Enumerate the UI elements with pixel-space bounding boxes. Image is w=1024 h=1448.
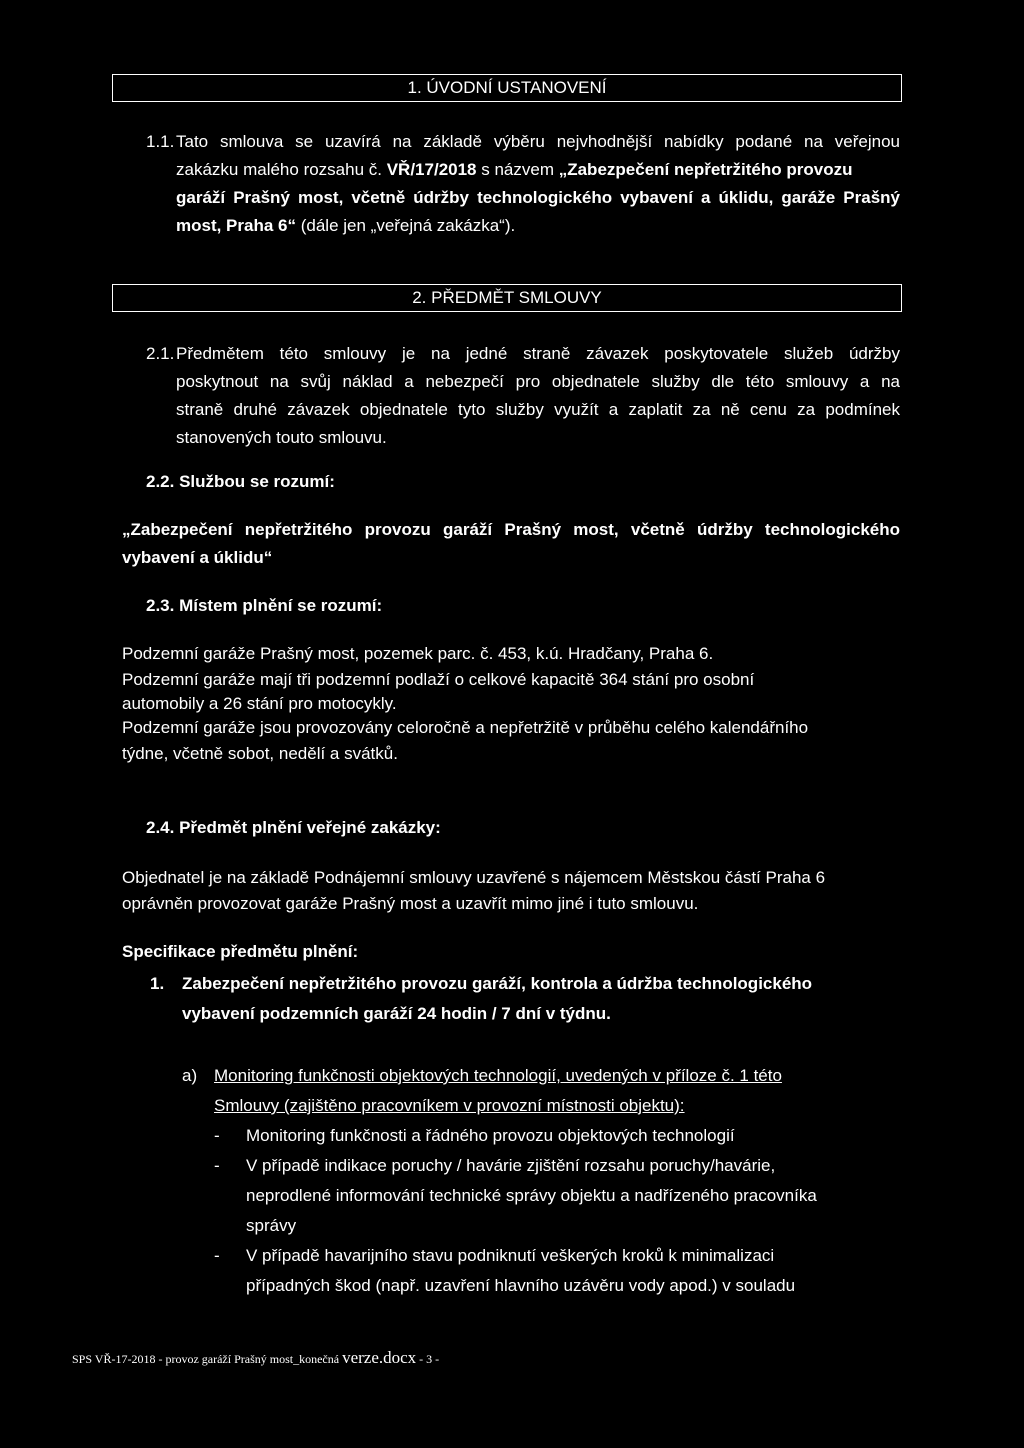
clause-1-1-line-4 (176, 214, 515, 238)
clause-2-2-heading: 2.2. Službou se rozumí: (146, 472, 335, 491)
tender-name-part-3: most, Praha 6“ (176, 216, 296, 235)
bullet-2-dash: - (214, 1156, 220, 1175)
item-1-number: 1. (150, 974, 165, 993)
clause-1-1-line-3: garáží Prašný most, včetně údržby technologického vybavení a úklidu, garáže Prašný (176, 188, 900, 207)
bullet-2-line-1: V případě indikace poruchy / havárie zjištění rozsahu poruchy/havárie, (246, 1156, 776, 1175)
specification-heading: Specifikace předmětu plnění: (122, 942, 359, 961)
footer-filename-ext: verze.docx (342, 1348, 417, 1367)
clause-1-1-line-2 (176, 158, 852, 182)
section-1-heading (112, 74, 902, 102)
sub-item-a-line-2: Smlouvy (zajištěno pracovníkem v provozní místnosti objektu): (214, 1096, 685, 1115)
bullet-2-line-3: správy (246, 1216, 297, 1235)
place-line-4: Podzemní garáže jsou provozovány celoročně a nepřetržitě v průběhu celého kalendářního (122, 718, 809, 737)
page-footer (72, 1348, 439, 1368)
clause-1-1-text-c: s názvem (476, 160, 559, 179)
bullet-2-line-2: neprodlené informování technické správy objektu a nadřízeného pracovníka (246, 1186, 817, 1205)
clause-2-1-line-1: Předmětem této smlouvy je na jedné straně závazek poskytovatele služeb údržby (176, 344, 900, 363)
clause-1-1-text-a: zakázku malého rozsahu č. (176, 160, 387, 179)
section-2-heading (112, 284, 902, 312)
clause-number-2-1: 2.1. (146, 344, 175, 363)
clause-2-4-heading: 2.4. Předmět plnění veřejné zakázky: (146, 818, 441, 837)
bullet-3-line-1: V případě havarijního stavu podniknutí veškerých kroků k minimalizaci (246, 1246, 775, 1265)
service-definition-line-1: „Zabezpečení nepřetržitého provozu garáží Prašný most, včetně údržby technologického (122, 520, 900, 539)
subject-line-1: Objednatel je na základě Podnájemní smlouvy uzavřené s nájemcem Městskou částí Praha 6 (122, 868, 826, 887)
sub-item-a-label: a) (182, 1066, 198, 1085)
item-1-line-2: vybavení podzemních garáží 24 hodin / 7 dní v týdnu. (182, 1004, 611, 1023)
footer-filename: SPS VŘ-17-2018 - provoz garáží Prašný most_konečná (72, 1352, 343, 1366)
service-definition-line-2: vybavení a úklidu“ (122, 548, 273, 567)
bullet-1-text: Monitoring funkčnosti a řádného provozu objektových technologií (246, 1126, 735, 1145)
clause-2-3-heading: 2.3. Místem plnění se rozumí: (146, 596, 383, 615)
clause-1-1-text-end: (dále jen „veřejná zakázka“). (296, 216, 516, 235)
place-line-3: automobily a 26 stání pro motocykly. (122, 694, 397, 713)
tender-reference: VŘ/17/2018 (386, 160, 477, 179)
place-line-2: Podzemní garáže mají tři podzemní podlaží o celkové kapacitě 364 stání pro osobní (122, 670, 755, 689)
section-2-heading-text: 2. PŘEDMĚT SMLOUVY (412, 288, 602, 307)
bullet-1-dash: - (214, 1126, 220, 1145)
footer-page-number: - 3 - (416, 1352, 440, 1366)
item-1-line-1: Zabezpečení nepřetržitého provozu garáží, kontrola a údržba technologického (182, 974, 813, 993)
bullet-3-line-2: případných škod (např. uzavření hlavního uzávěru vody apod.) v souladu (246, 1276, 796, 1295)
clause-1-1-line-1: Tato smlouva se uzavírá na základě výběru nejvhodnější nabídky podané na veřejnou (176, 132, 900, 151)
sub-item-a-line-1: Monitoring funkčnosti objektových technologií, uvedených v příloze č. 1 této (214, 1066, 782, 1085)
bullet-3-dash: - (214, 1246, 220, 1265)
clause-2-1-line-2: poskytnout na svůj náklad a nebezpečí pro objednatele služby dle této smlouvy a na (176, 372, 900, 391)
tender-name-part-1: „Zabezpečení nepřetržitého provozu (558, 160, 853, 179)
place-line-5: týdne, včetně sobot, nedělí a svátků. (122, 744, 398, 763)
clause-number-1-1: 1.1. (146, 132, 175, 151)
subject-line-2: oprávněn provozovat garáže Prašný most a uzavřít mimo jiné i tuto smlouvu. (122, 894, 699, 913)
section-1-heading-text: 1. ÚVODNÍ USTANOVENÍ (407, 78, 607, 97)
clause-2-1-line-4: stanovených touto smlouvu. (176, 428, 387, 447)
clause-2-1-line-3: straně druhé závazek objednatele tyto služby využít a zaplatit za ně cenu za podmínek (176, 400, 900, 419)
place-line-1: Podzemní garáže Prašný most, pozemek parc. č. 453, k.ú. Hradčany, Praha 6. (122, 644, 714, 663)
